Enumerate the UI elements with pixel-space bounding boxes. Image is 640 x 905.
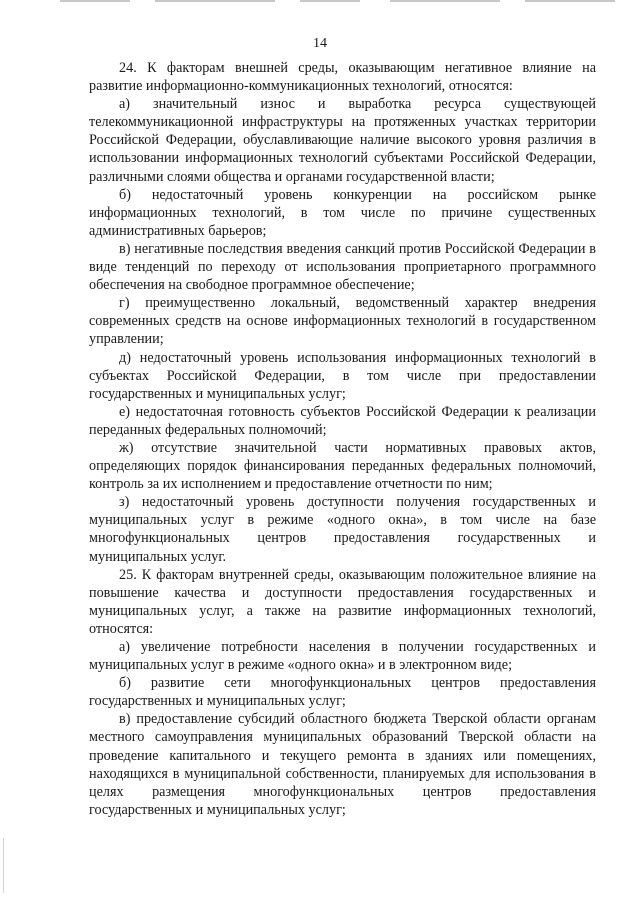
paragraph-24-v: в) негативные последствия введения санкций против Российской Федерации в виде тенденций по переходу от использования проприетарного программного обеспечения на свободное программное обеспечение; [89,240,596,294]
document-body [89,59,596,819]
paragraph-24-a: а) значительный износ и выработка ресурса существующей телекоммуникационной инфраструктуры на протяженных участках территории Российской Федерации, обуславливающие наличие высокого уровня различия в использовании информационных технологий субъектами Российской Федерации, различными слоями общества и органами государственной власти; [89,96,596,185]
paragraph-24-g: г) преимущественно локальный, ведомственный характер внедрения современных средств на основе информационных технологий в государственном управлении; [89,295,596,348]
paragraph-25-a: а) увеличение потребности населения в получении государственных и муниципальных услуг в режиме «одного окна» и в электронном виде; [89,639,596,674]
paragraph-25: 25. К факторам внутренней среды, оказывающим положительное влияние на повышение качества и доступности предоставления государственных и муниципальных услуг, а также на развитие информационных технологий, относятся: [89,566,596,637]
scan-edge-mark-left [3,838,4,893]
paragraph-24-b: б) недостаточный уровень конкуренции на российском рынке информационных технологий, в том числе по причине существенных административных барьеров; [89,186,596,239]
paragraph-24-z: з) недостаточный уровень доступности получения государственных и муниципальных услуг в режиме «одного окна», в том числе на базе многофункциональных центров предоставления государственных и муниципальных услуг. [89,494,596,565]
paragraph-25-v: в) предоставление субсидий областного бюджета Тверской области органам местного самоуправления муниципальных образований Тверской области на проведение капитального и текущего ремонта в зданиях или помещениях, находящихся в муниципальной собственности, планируемых для использования в целях размещения многофункциональных центров предоставления государственных и муниципальных услуг; [89,711,596,818]
paragraph-25-b: б) развитие сети многофункциональных центров предоставления государственных и муниципальных услуг; [89,675,596,710]
page-number: 14 [313,36,327,51]
paragraph-24-e: е) недостаточная готовность субъектов Российской Федерации к реализации переданных федеральных полномочий; [89,403,596,438]
paragraph-24: 24. К факторам внешней среды, оказывающим негативное влияние на развитие информационно-коммуникационных технологий, относятся: [89,60,596,95]
paragraph-24-zh: ж) отсутствие значительной части нормативных правовых актов, определяющих порядок финансирования переданных федеральных полномочий, контроль за их исполнением и предоставление отчетности по ним; [89,439,596,493]
paragraph-24-d: д) недостаточный уровень использования информационных технологий в субъектах Российской Федерации, в том числе при предоставлении государственных и муниципальных услуг; [89,349,596,402]
scan-edge-marks [60,0,620,3]
